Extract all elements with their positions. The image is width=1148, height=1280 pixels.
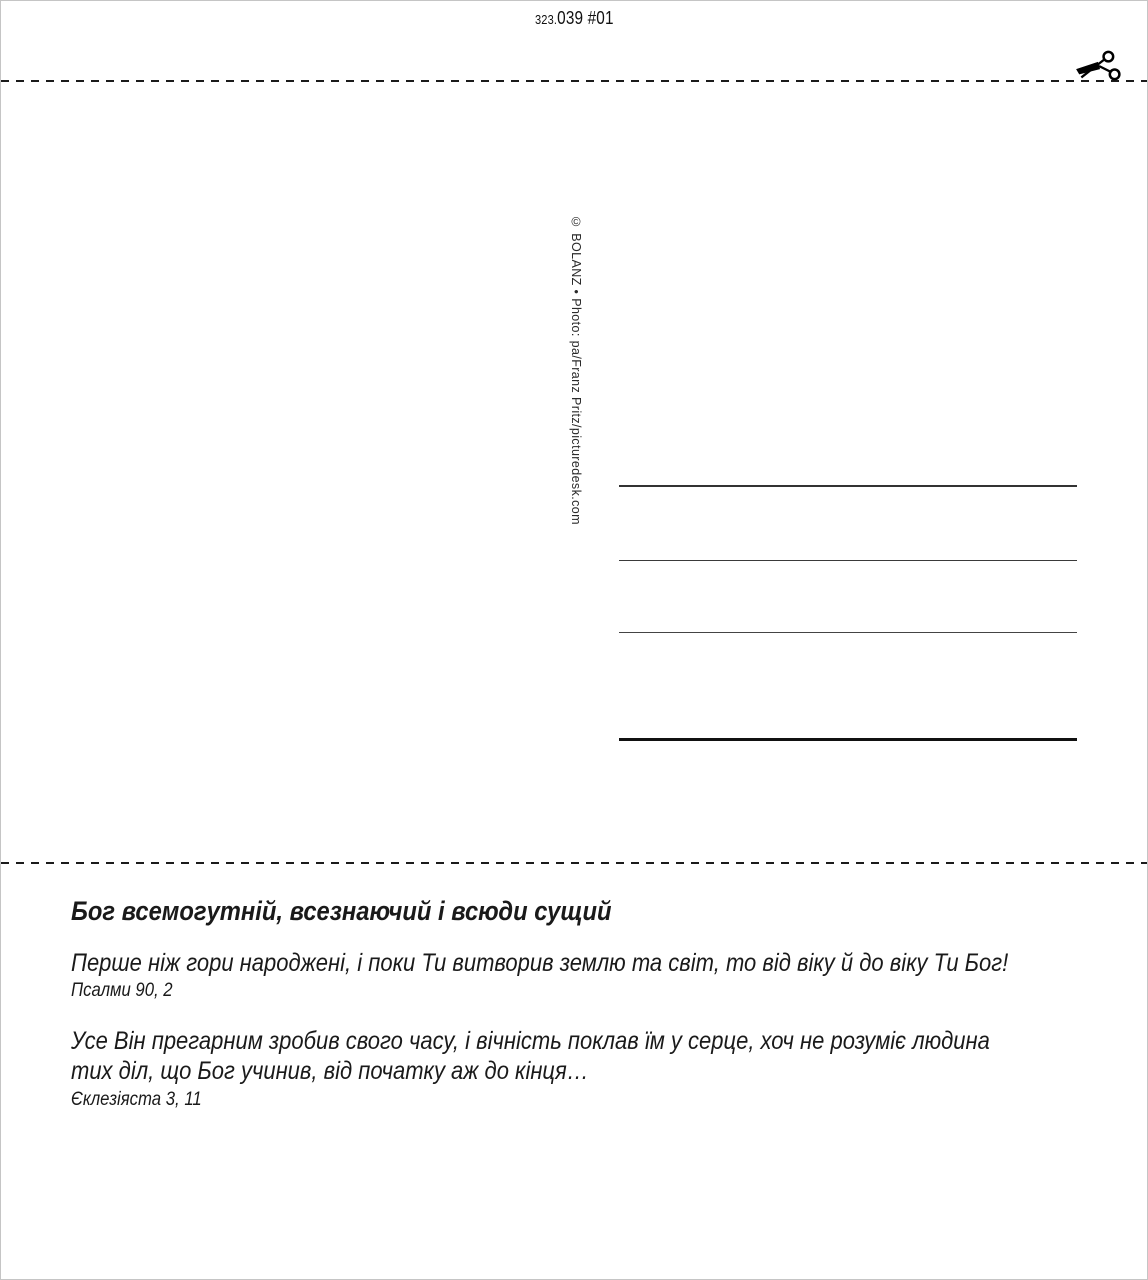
product-code <box>1 8 1147 29</box>
product-code-main: 039 #01 <box>556 8 614 28</box>
verse-2-line-2: тих діл, що Бог учинив, від початку аж до кінця… <box>71 1057 589 1085</box>
photo-credit: © BOLANZ • Photo: pa/Franz Pritz/picturedesk.com <box>569 215 583 525</box>
address-line-3 <box>619 632 1077 633</box>
verse-1-reference: Псалми 90, 2 <box>71 980 173 1001</box>
cut-line-bottom <box>1 862 1147 864</box>
devotional-title: Бог всемогутній, всезнаючий і всюди сущий <box>71 896 612 926</box>
product-code-prefix: 323. <box>534 12 557 27</box>
verse-1-text: Перше ніж гори народжені, і поки Ти витворив землю та світ, то від віку й до віку Ти Бог! <box>71 949 1009 977</box>
verse-2-line-1: Усе Він прегарним зробив свого часу, і вічність поклав їм у серце, хоч не розуміє людина <box>71 1027 990 1055</box>
address-line-1 <box>619 485 1077 487</box>
verse-2-text <box>71 1026 990 1086</box>
verse-2-reference: Єклезіяста 3, 11 <box>71 1089 202 1110</box>
scissors-icon <box>1073 47 1125 85</box>
cut-line-top <box>1 80 1147 82</box>
address-line-2 <box>619 560 1077 561</box>
address-line-4 <box>619 738 1077 741</box>
